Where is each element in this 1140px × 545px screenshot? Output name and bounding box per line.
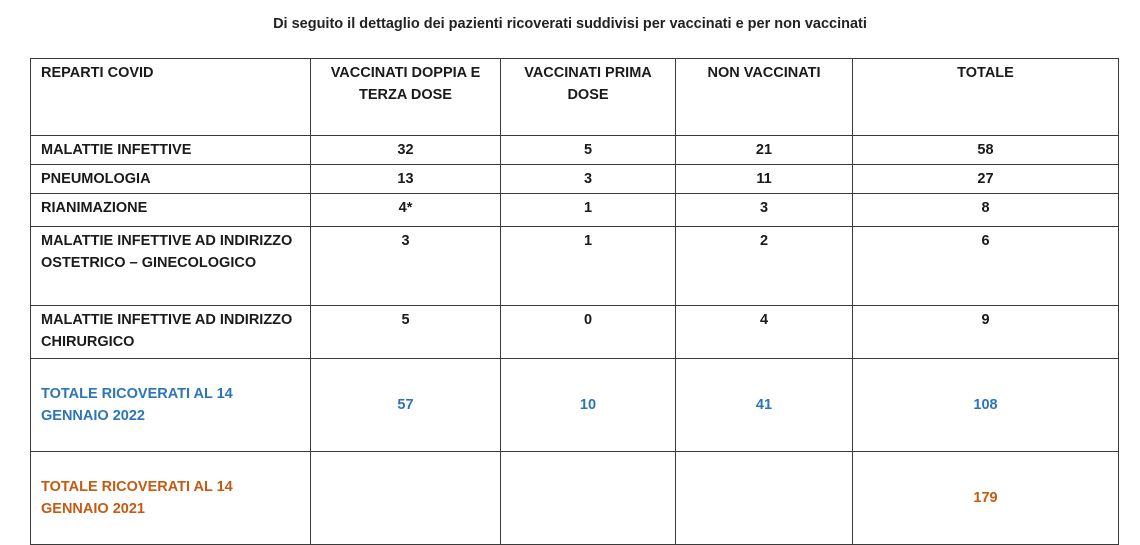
dept-cell: RIANIMAZIONE <box>31 194 311 227</box>
table-row <box>31 136 1119 165</box>
dept-cell: PNEUMOLOGIA <box>31 165 311 194</box>
total-2022-dual-dose: 57 <box>311 359 501 452</box>
page-title: Di seguito il dettaglio dei pazienti ricoverati suddivisi per vaccinati e per non vaccinati <box>273 16 867 32</box>
unvaccinated-cell: 11 <box>676 165 853 194</box>
dual-dose-cell: 3 <box>311 227 501 306</box>
total-2022-label: TOTALE RICOVERATI AL 14 GENNAIO 2022 <box>31 359 311 452</box>
dual-dose-cell: 32 <box>311 136 501 165</box>
dept-cell: MALATTIE INFETTIVE AD INDIRIZZO CHIRURGICO <box>31 306 311 359</box>
unvaccinated-cell: 3 <box>676 194 853 227</box>
unvaccinated-cell: 4 <box>676 306 853 359</box>
header-reparti: REPARTI COVID <box>31 59 311 136</box>
first-dose-cell: 0 <box>501 306 676 359</box>
table-row <box>31 227 1119 306</box>
first-dose-cell: 1 <box>501 194 676 227</box>
patients-table <box>30 58 1119 545</box>
dual-dose-cell: 5 <box>311 306 501 359</box>
first-dose-cell: 3 <box>501 165 676 194</box>
total-cell: 8 <box>853 194 1119 227</box>
dual-dose-cell: 4* <box>311 194 501 227</box>
first-dose-cell: 5 <box>501 136 676 165</box>
table-row <box>31 194 1119 227</box>
total-2022-total: 108 <box>853 359 1119 452</box>
header-vaccinati-doppia: VACCINATI DOPPIA E TERZA DOSE <box>311 59 501 136</box>
total-2022-unvaccinated: 41 <box>676 359 853 452</box>
total-cell: 9 <box>853 306 1119 359</box>
total-2021-total: 179 <box>853 452 1119 545</box>
total-2021-label: TOTALE RICOVERATI AL 14 GENNAIO 2021 <box>31 452 311 545</box>
total-cell: 6 <box>853 227 1119 306</box>
total-row-2022 <box>31 359 1119 452</box>
first-dose-cell: 1 <box>501 227 676 306</box>
unvaccinated-cell: 2 <box>676 227 853 306</box>
header-vaccinati-prima: VACCINATI PRIMA DOSE <box>501 59 676 136</box>
total-2021-first-dose <box>501 452 676 545</box>
dept-cell: MALATTIE INFETTIVE AD INDIRIZZO OSTETRICO – GINECOLOGICO <box>31 227 311 306</box>
table-row <box>31 165 1119 194</box>
header-non-vaccinati: NON VACCINATI <box>676 59 853 136</box>
total-2021-unvaccinated <box>676 452 853 545</box>
total-2022-first-dose: 10 <box>501 359 676 452</box>
unvaccinated-cell: 21 <box>676 136 853 165</box>
table-header-row <box>31 59 1119 136</box>
table-row <box>31 306 1119 359</box>
total-cell: 27 <box>853 165 1119 194</box>
dual-dose-cell: 13 <box>311 165 501 194</box>
total-2021-dual-dose <box>311 452 501 545</box>
dept-cell: MALATTIE INFETTIVE <box>31 136 311 165</box>
total-row-2021 <box>31 452 1119 545</box>
total-cell: 58 <box>853 136 1119 165</box>
header-totale: TOTALE <box>853 59 1119 136</box>
